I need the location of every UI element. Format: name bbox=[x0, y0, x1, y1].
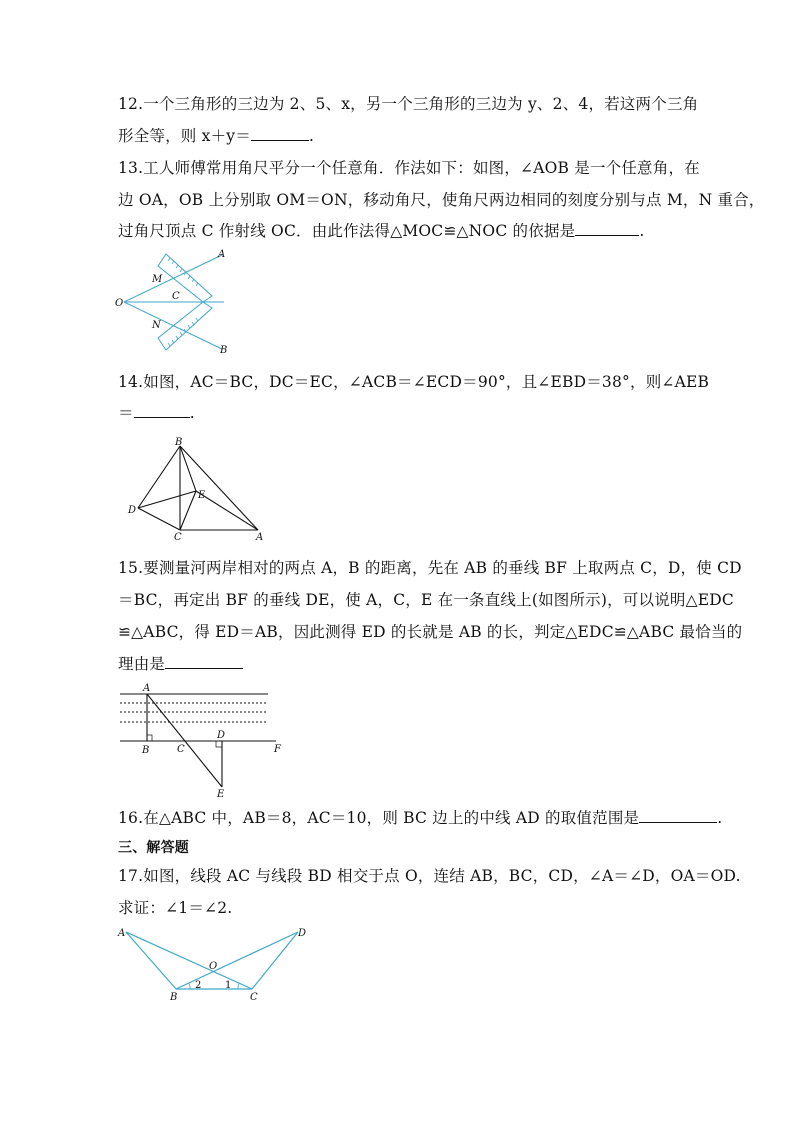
label-d: D bbox=[128, 505, 137, 516]
q15-line-2: ＝BC，再定出 BF 的垂线 DE，使 A，C，E 在一条直线上(如图所示)，可以说明△EDC bbox=[118, 591, 734, 609]
label-o: O bbox=[115, 298, 124, 309]
label-c: C bbox=[250, 992, 258, 1003]
label-angle-1: 1 bbox=[225, 980, 232, 991]
q14-line-1: 14.如图，AC＝BC，DC＝EC，∠ACB＝∠ECD＝90°，且∠EBD＝38°，则∠AEB bbox=[118, 373, 710, 391]
label-c: C bbox=[177, 744, 185, 755]
segment-ab bbox=[126, 932, 176, 989]
label-a: A bbox=[256, 532, 264, 542]
label-c: C bbox=[174, 532, 182, 542]
q13-line-2: 边 OA，OB 上分别取 OM＝ON，移动角尺，使角尺两边相同的刻度分别与点 M，N 重合， bbox=[118, 191, 765, 209]
q17-line-1: 17.如图，线段 AC 与线段 BD 相交于点 O，连结 AB，BC，CD，∠A＝∠D，OA＝OD. bbox=[118, 867, 741, 885]
section-answer-questions-heading: 三、解答题 bbox=[118, 840, 189, 856]
q15-answer-blank[interactable] bbox=[165, 654, 243, 669]
ruler-upper-arm bbox=[158, 254, 212, 302]
q13-answer-blank[interactable] bbox=[575, 221, 639, 236]
label-e: E bbox=[217, 789, 225, 800]
q17-triangles-figure bbox=[114, 922, 314, 1006]
label-a: A bbox=[118, 928, 126, 939]
label-c: C bbox=[172, 291, 180, 302]
q15-line-3: ≌△ABC，得 ED＝AB，因此测得 ED 的长就是 AB 的长，判定△EDC≌△ABC 最恰当的 bbox=[118, 623, 743, 641]
label-b: B bbox=[170, 992, 178, 1003]
q13-line-1: 13.工人师傅常用角尺平分一个任意角．作法如下：如图，∠AOB 是一个任意角，在 bbox=[118, 159, 700, 177]
q12-answer-blank[interactable] bbox=[251, 126, 309, 141]
label-n: N bbox=[152, 320, 161, 331]
label-d: D bbox=[298, 928, 307, 939]
label-m: M bbox=[152, 274, 163, 285]
label-e: E bbox=[198, 490, 206, 501]
ruler-lower-arm bbox=[158, 302, 212, 350]
q14-line-2: ＝ . bbox=[118, 404, 195, 422]
q13-angle-ruler-figure bbox=[112, 246, 242, 358]
q16-line-1: 16.在△ABC 中，AB＝8，AC＝10，则 BC 边上的中线 AD 的取值范围是 . bbox=[118, 809, 723, 827]
q16-answer-blank[interactable] bbox=[639, 808, 717, 823]
label-b: B bbox=[142, 745, 150, 756]
q15-line-4: 理由是 bbox=[118, 654, 243, 674]
label-b: B bbox=[175, 437, 183, 448]
q13-line-3: 过角尺顶点 C 作射线 OC．由此作法得△MOC≌△NOC 的依据是 . bbox=[118, 222, 645, 240]
q14-answer-blank[interactable] bbox=[134, 403, 190, 418]
q12-line-1: 12.一个三角形的三边为 2、5、x，另一个三角形的三边为 y、2、4，若这两个三角 bbox=[118, 95, 699, 113]
q14-triangle-figure bbox=[122, 436, 270, 542]
label-a: A bbox=[218, 249, 226, 260]
label-a: A bbox=[143, 683, 151, 694]
label-b: B bbox=[220, 345, 228, 356]
segment-dc bbox=[252, 932, 298, 989]
label-o: O bbox=[209, 961, 218, 972]
label-angle-2: 2 bbox=[195, 980, 202, 991]
label-f: F bbox=[274, 744, 281, 755]
q17-line-2: 求证：∠1＝∠2. bbox=[118, 899, 233, 917]
q12-line-2: 形全等，则 x＋y＝ . bbox=[118, 127, 315, 145]
label-d: D bbox=[217, 730, 226, 741]
q15-line-1: 15.要测量河两岸相对的两点 A，B 的距离，先在 AB 的垂线 BF 上取两点 C，D，使 CD bbox=[118, 559, 742, 577]
segment-ac bbox=[126, 932, 252, 989]
q15-river-figure bbox=[116, 680, 288, 800]
